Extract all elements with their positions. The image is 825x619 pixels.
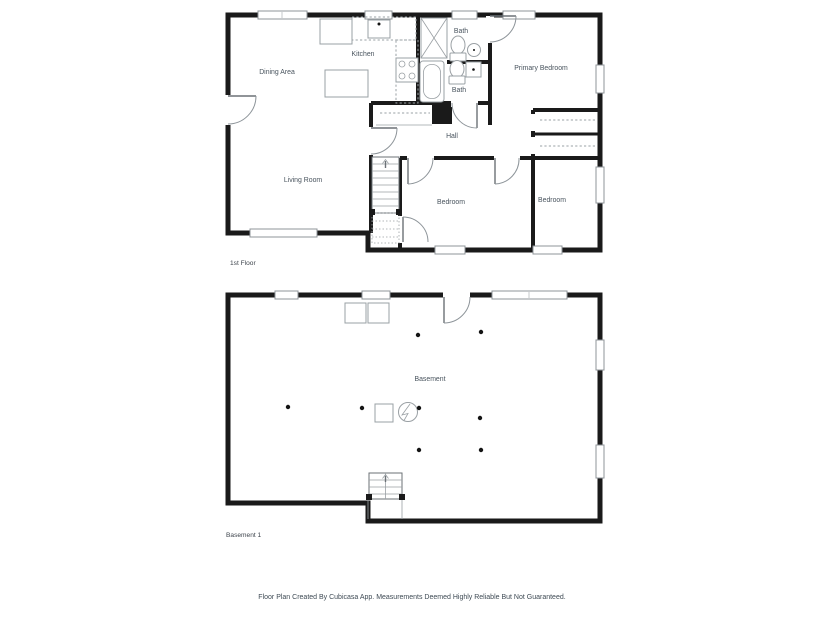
toilet-icon <box>450 61 464 78</box>
interior-wall <box>371 15 600 248</box>
support-column <box>479 448 483 452</box>
support-column <box>479 330 483 334</box>
window <box>596 445 604 478</box>
dryer-icon <box>368 303 389 323</box>
room-label-living-room: Living Room <box>283 177 323 184</box>
support-columns <box>286 330 483 452</box>
stair-continuation <box>372 213 399 243</box>
window <box>533 246 562 254</box>
room-label-hall: Hall <box>446 133 458 140</box>
toilet-icon <box>451 36 465 54</box>
support-column <box>417 406 421 410</box>
room-label-bedroom-middle: Bedroom <box>437 199 465 206</box>
door-opening <box>443 291 470 300</box>
door-opening <box>407 154 434 162</box>
rear-bedroom-door-swing <box>403 217 428 242</box>
footer-disclaimer: Floor Plan Created By Cubicasa App. Measurements Deemed Highly Reliable But Not Guaranteed. <box>258 594 566 601</box>
support-column <box>478 416 482 420</box>
window <box>452 11 477 19</box>
basement-fixtures <box>345 303 418 422</box>
floor-caption-basement: Basement 1 <box>226 532 262 539</box>
room-label-bath-top: Bath <box>453 28 469 35</box>
appliance-icon <box>375 404 393 422</box>
support-column <box>286 405 290 409</box>
support-column <box>360 406 364 410</box>
basement-plan <box>226 291 604 539</box>
window <box>275 291 298 299</box>
closets <box>376 113 596 146</box>
room-label-bath-bottom: Bath <box>451 87 467 94</box>
door-opening <box>367 127 375 155</box>
toilet-tank <box>449 76 465 84</box>
dining-table <box>325 70 368 97</box>
closet-door-opening <box>529 114 537 131</box>
stove-icon <box>396 58 418 82</box>
first-floor-plan <box>224 11 604 267</box>
toilet-tank <box>450 53 466 61</box>
support-column <box>416 333 420 337</box>
staircase-basement <box>366 473 405 500</box>
door-opening <box>224 95 232 125</box>
room-label-kitchen: Kitchen <box>351 51 375 58</box>
window <box>435 246 465 254</box>
window <box>596 340 604 370</box>
stair-bay-wall <box>368 500 402 519</box>
support-column <box>417 448 421 452</box>
windows-basement <box>275 291 604 478</box>
window <box>596 167 604 203</box>
kitchen-fixtures <box>320 17 418 103</box>
washer-icon <box>345 303 366 323</box>
door-opening <box>494 154 520 162</box>
window <box>596 65 604 93</box>
door-opening <box>486 16 494 43</box>
room-label-primary-bedroom: Primary Bedroom <box>514 65 568 72</box>
floor-caption-first: 1st Floor <box>230 260 256 267</box>
room-label-bedroom-right: Bedroom <box>538 197 566 204</box>
refrigerator-icon <box>320 19 352 44</box>
window <box>250 229 317 237</box>
closet-door-opening <box>529 137 537 154</box>
room-label-dining: Dining Area <box>259 69 295 76</box>
entry-door-swing <box>228 96 256 124</box>
room-label-basement: Basement <box>414 376 446 383</box>
basement-door-swing <box>444 297 470 323</box>
window <box>362 291 390 299</box>
window <box>365 11 392 19</box>
chimney <box>432 104 452 124</box>
window <box>503 11 535 19</box>
door-opening <box>451 99 478 107</box>
water-heater-icon <box>399 403 418 422</box>
